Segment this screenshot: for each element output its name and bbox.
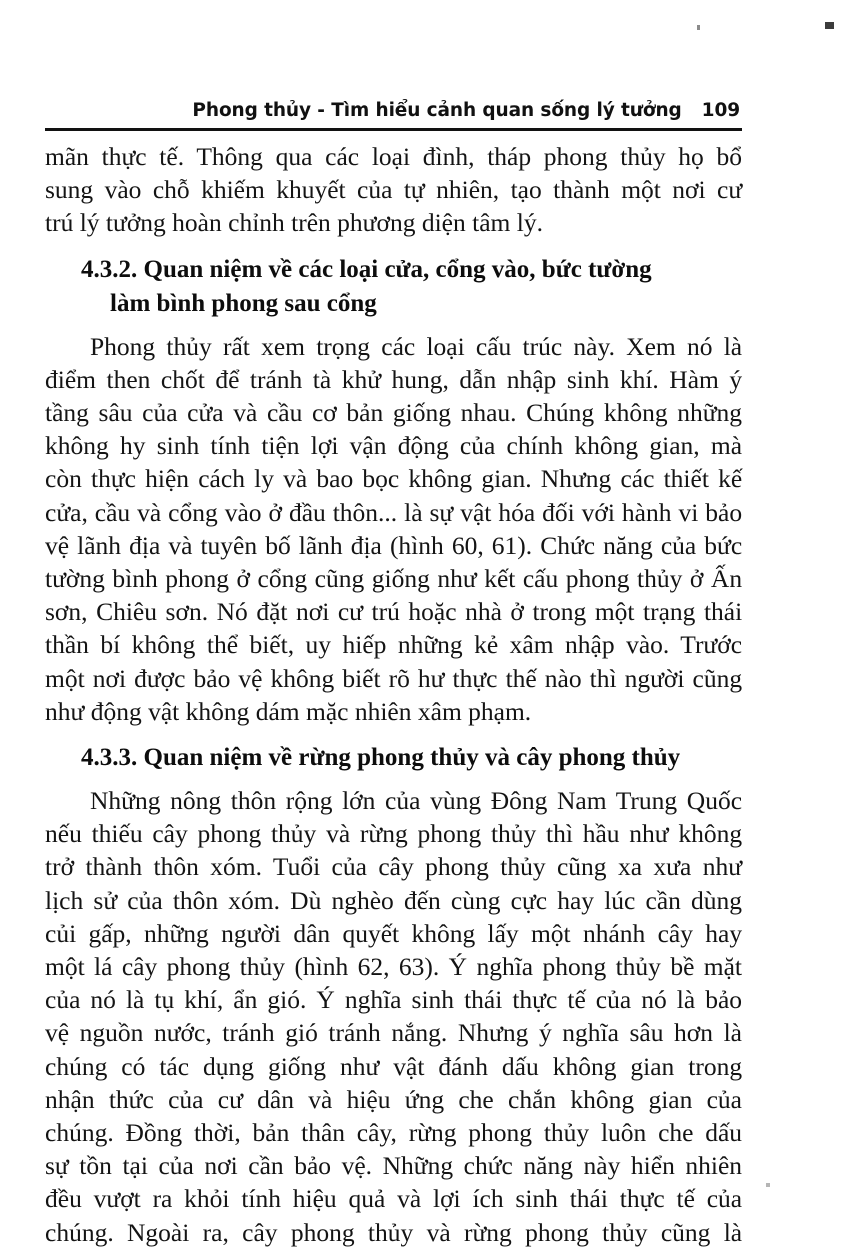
- text-line: vệ nguồn nước, tránh gió tránh nắng. Nhưng ý nghĩa sâu hơn là: [45, 1018, 742, 1048]
- spacer: [45, 321, 742, 330]
- spacer: [45, 240, 742, 253]
- text-line: tầng sâu của cửa và cầu cơ bản giống nhau. Chúng không những: [45, 398, 743, 428]
- spacer: [45, 728, 742, 741]
- text-line: tường bình phong ở cổng cũng giống như kết cấu phong thủy ở Ấn: [45, 564, 743, 594]
- text-line: còn thực hiện cách ly và bao bọc không gian. Nhưng các thiết kế: [45, 464, 743, 494]
- text-line: một nơi được bảo vệ không biết rõ hư thực thế nào thì người cũng: [45, 663, 743, 693]
- page-number: 109: [701, 100, 740, 121]
- text-line: nhận thức của cư dân và hiệu ứng che chắn không gian của: [45, 1084, 742, 1114]
- paragraph-433: [45, 784, 742, 1249]
- text-line: lịch sử của thôn xóm. Dù nghèo đến cùng cực hay lúc cần dùng: [45, 885, 743, 915]
- text-line: Những nông thôn rộng lớn của vùng Đông Nam Trung Quốc: [90, 786, 743, 816]
- section-heading-433-line1: 4.3.3. Quan niệm về rừng phong thủy và cây phong thủy: [81, 744, 681, 772]
- running-header: [45, 100, 740, 121]
- text-line: đều vượt ra khỏi tính hiệu quả và lợi ích sinh thái thực tế của: [45, 1184, 743, 1214]
- text-line: vệ lãnh địa và tuyên bố lãnh địa (hình 60, 61). Chức năng của bức: [45, 530, 743, 560]
- text-line: điểm then chốt để tránh tà khử hung, dẫn nhập sinh khí. Hàm ý: [45, 364, 743, 394]
- text-line: trú lý tưởng hoàn chỉnh trên phương diện tâm lý.: [45, 208, 543, 238]
- text-line: nếu thiếu cây phong thủy và rừng phong thủy thì hầu như không: [45, 819, 743, 849]
- text-line: chúng. Ngoài ra, cây phong thủy và rừng phong thủy cũng là: [45, 1217, 743, 1247]
- text-line: thần bí không thể biết, uy hiếp những kẻ xâm nhập vào. Trước: [45, 630, 743, 660]
- text-line: chúng. Đồng thời, bản thân cây, rừng phong thủy luôn che dấu: [45, 1118, 743, 1148]
- section-heading-433: [45, 741, 742, 775]
- text-column: [45, 140, 742, 1249]
- section-heading-432-line1: 4.3.2. Quan niệm về các loại cửa, cổng vào, bức tường: [81, 255, 652, 283]
- text-line: sự tồn tại của nơi cần bảo vệ. Những chức năng này hiển nhiên: [45, 1151, 743, 1181]
- text-line: một lá cây phong thủy (hình 62, 63). Ý nghĩa phong thủy bề mặt: [45, 952, 743, 982]
- text-line: chúng có tác dụng giống như vật đánh dấu không gian trong: [45, 1051, 743, 1081]
- scan-speck-icon: [697, 25, 700, 30]
- text-line: trở thành thôn xóm. Tuổi của cây phong thủy cũng xa xưa như: [45, 852, 743, 882]
- paragraph-continued: [45, 140, 742, 240]
- text-line: sơn, Chiêu sơn. Nó đặt nơi cư trú hoặc nhà ở trong một trạng thái: [45, 597, 743, 627]
- text-line: không hy sinh tính tiện lợi vận động của chính không gian, mà: [45, 431, 743, 461]
- section-heading-432-line2: làm bình phong sau cổng: [110, 289, 377, 317]
- text-line: cửa, cầu và cổng vào ở đầu thôn... là sự vật hóa đối với hành vi bảo: [45, 497, 743, 527]
- scan-speck-icon: [825, 22, 834, 29]
- text-line: Phong thủy rất xem trọng các loại cấu trúc này. Xem nó là: [90, 331, 743, 361]
- text-line: mãn thực tế. Thông qua các loại đình, tháp phong thủy họ bổ: [45, 142, 742, 171]
- running-header-title: Phong thủy - Tìm hiểu cảnh quan sống lý tưởng: [192, 100, 682, 121]
- spacer: [45, 775, 742, 784]
- text-line: củi gấp, những người dân quyết không lấy một nhánh cây hay: [45, 918, 743, 948]
- text-line: sung vào chỗ khiếm khuyết của tự nhiên, tạo thành một nơi cư: [45, 175, 743, 205]
- paragraph-432: [45, 330, 742, 728]
- text-line: của nó là tụ khí, ẩn gió. Ý nghĩa sinh thái thực tế của nó là bảo: [45, 985, 743, 1015]
- header-rule: [45, 128, 742, 131]
- text-line: như động vật không dám mặc nhiên xâm phạm.: [45, 696, 532, 726]
- section-heading-432: [45, 253, 742, 321]
- scan-speck-icon: [766, 1183, 770, 1187]
